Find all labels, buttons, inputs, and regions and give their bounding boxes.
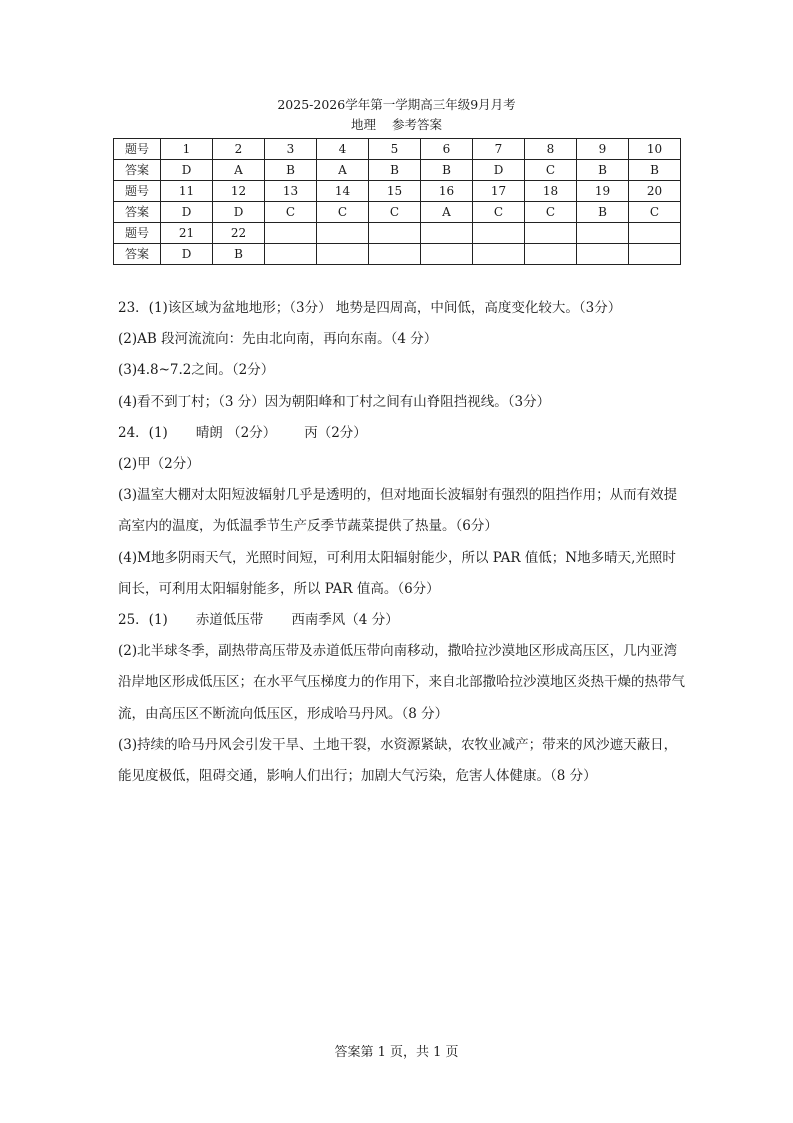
table-cell: 11: [161, 181, 213, 202]
row-label: 答案: [114, 244, 161, 265]
table-cell: 17: [473, 181, 525, 202]
table-cell: 14: [317, 181, 369, 202]
table-row: [114, 244, 681, 265]
table-cell: B: [265, 160, 317, 181]
table-cell: 9: [577, 139, 629, 160]
table-cell: [265, 244, 317, 265]
table-cell: [317, 244, 369, 265]
table-row: [114, 181, 681, 202]
table-cell: B: [629, 160, 681, 181]
table-cell: 2: [213, 139, 265, 160]
q25-part2: (2)北半球冬季，副热带高压带及赤道低压带向南移动，撒哈拉沙漠地区形成高压区，几内亚湾沿岸地区形成低压区；在水平气压梯度力的作用下，来自北部撒哈拉沙漠地区炎热干燥的热带气流，由高压区不断流向低压区，形成哈马丹风。（8 分）: [118, 643, 685, 722]
table-cell: B: [421, 160, 473, 181]
q24-number: 24．(1): [118, 424, 168, 441]
q23-part2: (2)AB 段河流流向：先由北向南，再向东南。（4 分）: [118, 331, 438, 348]
q25-number: 25．(1): [118, 612, 168, 629]
answer-content: [118, 293, 686, 792]
q24-part1: [118, 418, 686, 449]
q25-part3: (3)持续的哈马丹风会引发干旱、土地干裂，水资源紧缺，农牧业减产；带来的风沙遮天蔽日，能见度极低，阻碍交通，影响人们出行；加剧大气污染，危害人体健康。（8 分）: [118, 736, 678, 785]
table-row: [114, 139, 681, 160]
table-cell: [317, 223, 369, 244]
row-label: 答案: [114, 160, 161, 181]
q23-part4: (4)看不到丁村；（3 分）因为朝阳峰和丁村之间有山脊阻挡视线。（3分）: [118, 393, 551, 410]
table-cell: 5: [369, 139, 421, 160]
q25-answer-b: 西南季风（4 分）: [291, 612, 399, 629]
table-cell: [525, 244, 577, 265]
answer-table: [113, 138, 681, 265]
table-cell: [369, 223, 421, 244]
exam-subtitle: [0, 117, 793, 133]
table-cell: 19: [577, 181, 629, 202]
subject-label: 地理: [350, 117, 376, 132]
table-cell: 8: [525, 139, 577, 160]
q24-part2: (2)甲（2分）: [118, 456, 200, 473]
table-cell: [265, 223, 317, 244]
q23-part1: 23．(1)该区域为盆地地形；（3分） 地势是四周高，中间低，高度变化较大。（3分）: [118, 300, 622, 316]
table-cell: [629, 244, 681, 265]
table-cell: D: [473, 160, 525, 181]
table-cell: 15: [369, 181, 421, 202]
table-cell: [577, 244, 629, 265]
table-cell: 21: [161, 223, 213, 244]
q24-part3: (3)温室大棚对太阳短波辐射几乎是透明的，但对地面长波辐射有强烈的阻挡作用；从而有效提高室内的温度，为低温季节生产反季节蔬菜提供了热量。（6分）: [118, 487, 678, 535]
table-cell: 4: [317, 139, 369, 160]
table-cell: 1: [161, 139, 213, 160]
table-cell: A: [421, 202, 473, 223]
table-cell: A: [213, 160, 265, 181]
page-footer: 答案第 1 页，共 1 页: [334, 1045, 459, 1060]
table-cell: [369, 244, 421, 265]
q24-part4: (4)M地多阴雨天气，光照时间短，可利用太阳辐射能少，所以 PAR 值低；N地多晴天,光照时间长，可利用太阳辐射能多，所以 PAR 值高。（6分）: [118, 549, 676, 597]
table-cell: 6: [421, 139, 473, 160]
answer-table-body: [114, 139, 681, 265]
table-cell: D: [161, 202, 213, 223]
table-cell: [629, 223, 681, 244]
q23-part3: (3)4.8~7.2之间。（2分）: [118, 362, 275, 379]
q24-answer-b: 丙（2分）: [304, 424, 367, 441]
row-label: 题号: [114, 223, 161, 244]
table-cell: [473, 223, 525, 244]
table-row: [114, 202, 681, 223]
table-cell: 12: [213, 181, 265, 202]
table-cell: D: [161, 160, 213, 181]
table-cell: B: [577, 202, 629, 223]
table-cell: B: [577, 160, 629, 181]
table-cell: [525, 223, 577, 244]
table-cell: A: [317, 160, 369, 181]
table-cell: [421, 223, 473, 244]
table-cell: D: [161, 244, 213, 265]
row-label: 答案: [114, 202, 161, 223]
table-cell: C: [369, 202, 421, 223]
table-cell: D: [213, 202, 265, 223]
table-cell: B: [213, 244, 265, 265]
q25-answer-a: 赤道低压带: [195, 612, 264, 629]
table-cell: C: [629, 202, 681, 223]
table-cell: [421, 244, 473, 265]
table-cell: C: [473, 202, 525, 223]
table-cell: 10: [629, 139, 681, 160]
table-cell: 13: [265, 181, 317, 202]
table-cell: [473, 244, 525, 265]
table-cell: 3: [265, 139, 317, 160]
table-cell: 7: [473, 139, 525, 160]
table-row: [114, 223, 681, 244]
table-cell: 20: [629, 181, 681, 202]
table-row: [114, 160, 681, 181]
exam-title: 2025-2026学年第一学期高三年级9月月考: [277, 97, 516, 112]
table-cell: 18: [525, 181, 577, 202]
row-label: 题号: [114, 181, 161, 202]
q25-part1: [118, 605, 686, 636]
table-cell: B: [369, 160, 421, 181]
table-cell: C: [265, 202, 317, 223]
table-cell: C: [525, 160, 577, 181]
doc-type-label: 参考答案: [391, 117, 442, 132]
table-cell: [577, 223, 629, 244]
table-cell: 22: [213, 223, 265, 244]
q24-answer-a: 晴朗 （2分）: [195, 424, 277, 441]
table-cell: C: [525, 202, 577, 223]
row-label: 题号: [114, 139, 161, 160]
table-cell: C: [317, 202, 369, 223]
table-cell: 16: [421, 181, 473, 202]
